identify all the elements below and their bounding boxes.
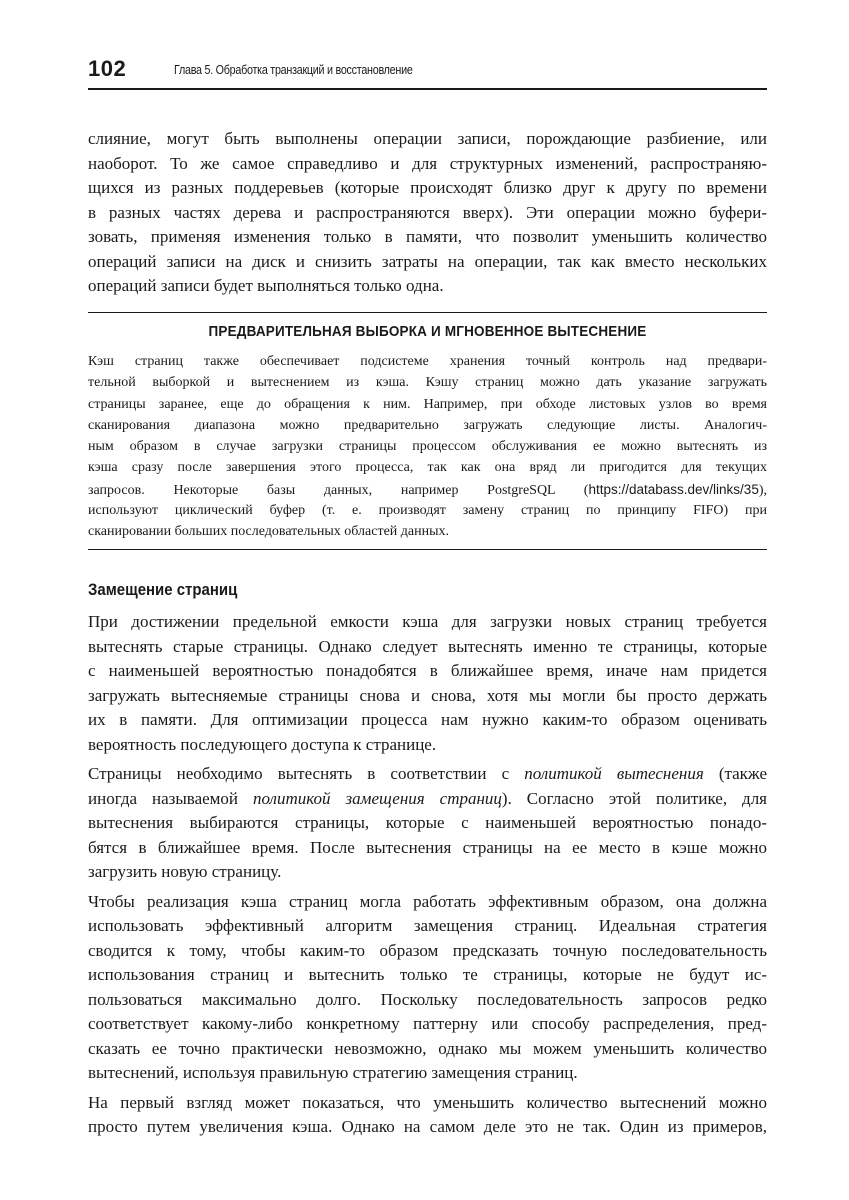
sidebar-line: Кэш страниц также обеспечивает подсистеме хранения точный контроль над предвари-: [88, 354, 767, 369]
paragraph: [88, 762, 767, 885]
text-line: вытеснения выбираются страницы, которые с наименьшей вероятностью понадо-: [88, 813, 767, 832]
sidebar-line-text: ),: [758, 482, 767, 498]
sidebar-box: [88, 312, 767, 550]
text-line: операций записи будет выполняться только одна.: [88, 276, 444, 295]
text-line: в разных частях дерева и распространяются вверх). Эти операции можно буфери-: [88, 202, 767, 222]
text-line: их в памяти. Для оптимизации процесса нам нужно каким-то образом оценивать: [88, 710, 767, 729]
text-line: Чтобы реализация кэша страниц могла работать эффективным образом, она должна: [88, 891, 767, 911]
text-line: просто путем увеличения кэша. Однако на самом деле это не так. Один из примеров,: [88, 1117, 767, 1136]
text-line: использования страниц и вытеснить только те страницы, которые не будут ис-: [88, 965, 767, 984]
body-text: [88, 610, 767, 1140]
text-line: загрузить новую страницу.: [88, 862, 282, 881]
text-line: с наименьшей вероятностью понадобятся в ближайшее время, иначе нам придется: [88, 661, 767, 680]
emphasis-term: политикой замещения страниц: [252, 788, 502, 808]
intro-paragraph: [88, 127, 767, 299]
page-number: 102: [88, 56, 127, 81]
sidebar-line: тельной выборкой и вытеснением из кэша. Кэшу страниц можно дать указание загружать: [88, 375, 767, 391]
text-run: Страницы необходимо вытеснять в соответствии с: [88, 764, 525, 783]
sidebar-body: [88, 351, 767, 543]
text-line: операций записи на диск и снизить затраты на операции, так как вместо нескольких: [88, 251, 767, 271]
sidebar-line: ным образом в случае загрузки страницы процессом обслуживания ее можно вытеснять из: [88, 439, 767, 455]
postgresql-link[interactable]: https://databass.dev/links/35: [588, 481, 759, 497]
text-line: слияние, могут быть выполнены операции записи, порождающие разбиение, или: [88, 129, 767, 148]
text-line: вероятность последующего доступа к странице.: [88, 734, 437, 754]
text-line: зовать, применяя изменения только в памяти, что позволит уменьшить количество: [88, 227, 767, 246]
text-line: использовать эффективный алгоритм замещения страниц. Идеальная стратегия: [88, 916, 767, 935]
paragraph: [88, 890, 767, 1086]
sidebar-title: ПРЕДВАРИТЕЛЬНАЯ ВЫБОРКА И МГНОВЕННОЕ ВЫТЕСНЕНИЕ: [208, 323, 647, 340]
sidebar-line: кэша сразу после завершения этого процесса, так как она вряд ли пригодится для текущих: [88, 460, 767, 476]
running-title: Глава 5. Обработка транзакций и восстановление: [174, 63, 413, 77]
text-line: вытеснять старые страницы. Однако следует вытеснять именно те страницы, которые: [88, 636, 767, 656]
text-line: наоборот. То же самое справедливо и для структурных изменений, распространяю-: [88, 153, 767, 173]
text-line: загружать вытесняемые страницы снова и снова, хотя мы могли бы просто держать: [88, 685, 767, 705]
text-line: [88, 787, 767, 812]
sidebar-line: сканировании больших последовательных областей данных.: [88, 524, 450, 540]
sidebar-line-text: запросов. Некоторые базы данных, например PostgreSQL (: [88, 482, 589, 498]
sidebar-line: сканирования диапазона можно предварительно загружать следующие листы. Аналогич-: [88, 417, 767, 433]
sidebar-line-with-link: [88, 479, 767, 500]
page-header: [88, 54, 767, 90]
text-line: щихся из разных поддеревьев (которые происходят близко друг к другу по времени: [88, 178, 767, 197]
sidebar-line: страницы заранее, еще до обращения к ним. Например, при обходе листовых узлов во время: [88, 396, 767, 412]
paragraph: [88, 127, 767, 299]
text-line: [88, 762, 767, 787]
text-line: На первый взгляд может показаться, что уменьшить количество вытеснений можно: [88, 1092, 767, 1112]
text-run: (также: [703, 764, 767, 783]
text-line: соответствует какому-либо конкретному паттерну или способу распределения, пред-: [88, 1014, 767, 1033]
section-heading: Замещение страниц: [88, 580, 238, 599]
text-line: пользоваться максимально долго. Поскольку последовательность запросов редко: [88, 989, 767, 1009]
text-line: бятся в ближайшее время. После вытеснения страницы на ее место в кэше можно: [88, 837, 767, 857]
sidebar-line: используют циклический буфер (т. е. производят замену страниц по принципу FIFO) при: [88, 503, 767, 519]
text-line: сводится к тому, чтобы каким-то образом предсказать точную последовательность: [88, 940, 767, 960]
emphasis-term: политикой вытеснения: [524, 764, 704, 783]
text-line: При достижении предельной емкости кэша для загрузки новых страниц требуется: [88, 612, 767, 631]
text-line: сказать ее точно практически невозможно, однако мы можем уменьшить количество: [88, 1038, 767, 1058]
paragraph: [88, 610, 767, 757]
text-line: вытеснений, используя правильную стратегию замещения страниц.: [88, 1063, 578, 1082]
paragraph: [88, 1091, 767, 1140]
text-run: ). Согласно этой политике, для: [501, 788, 767, 808]
text-run: иногда называемой: [88, 788, 253, 808]
